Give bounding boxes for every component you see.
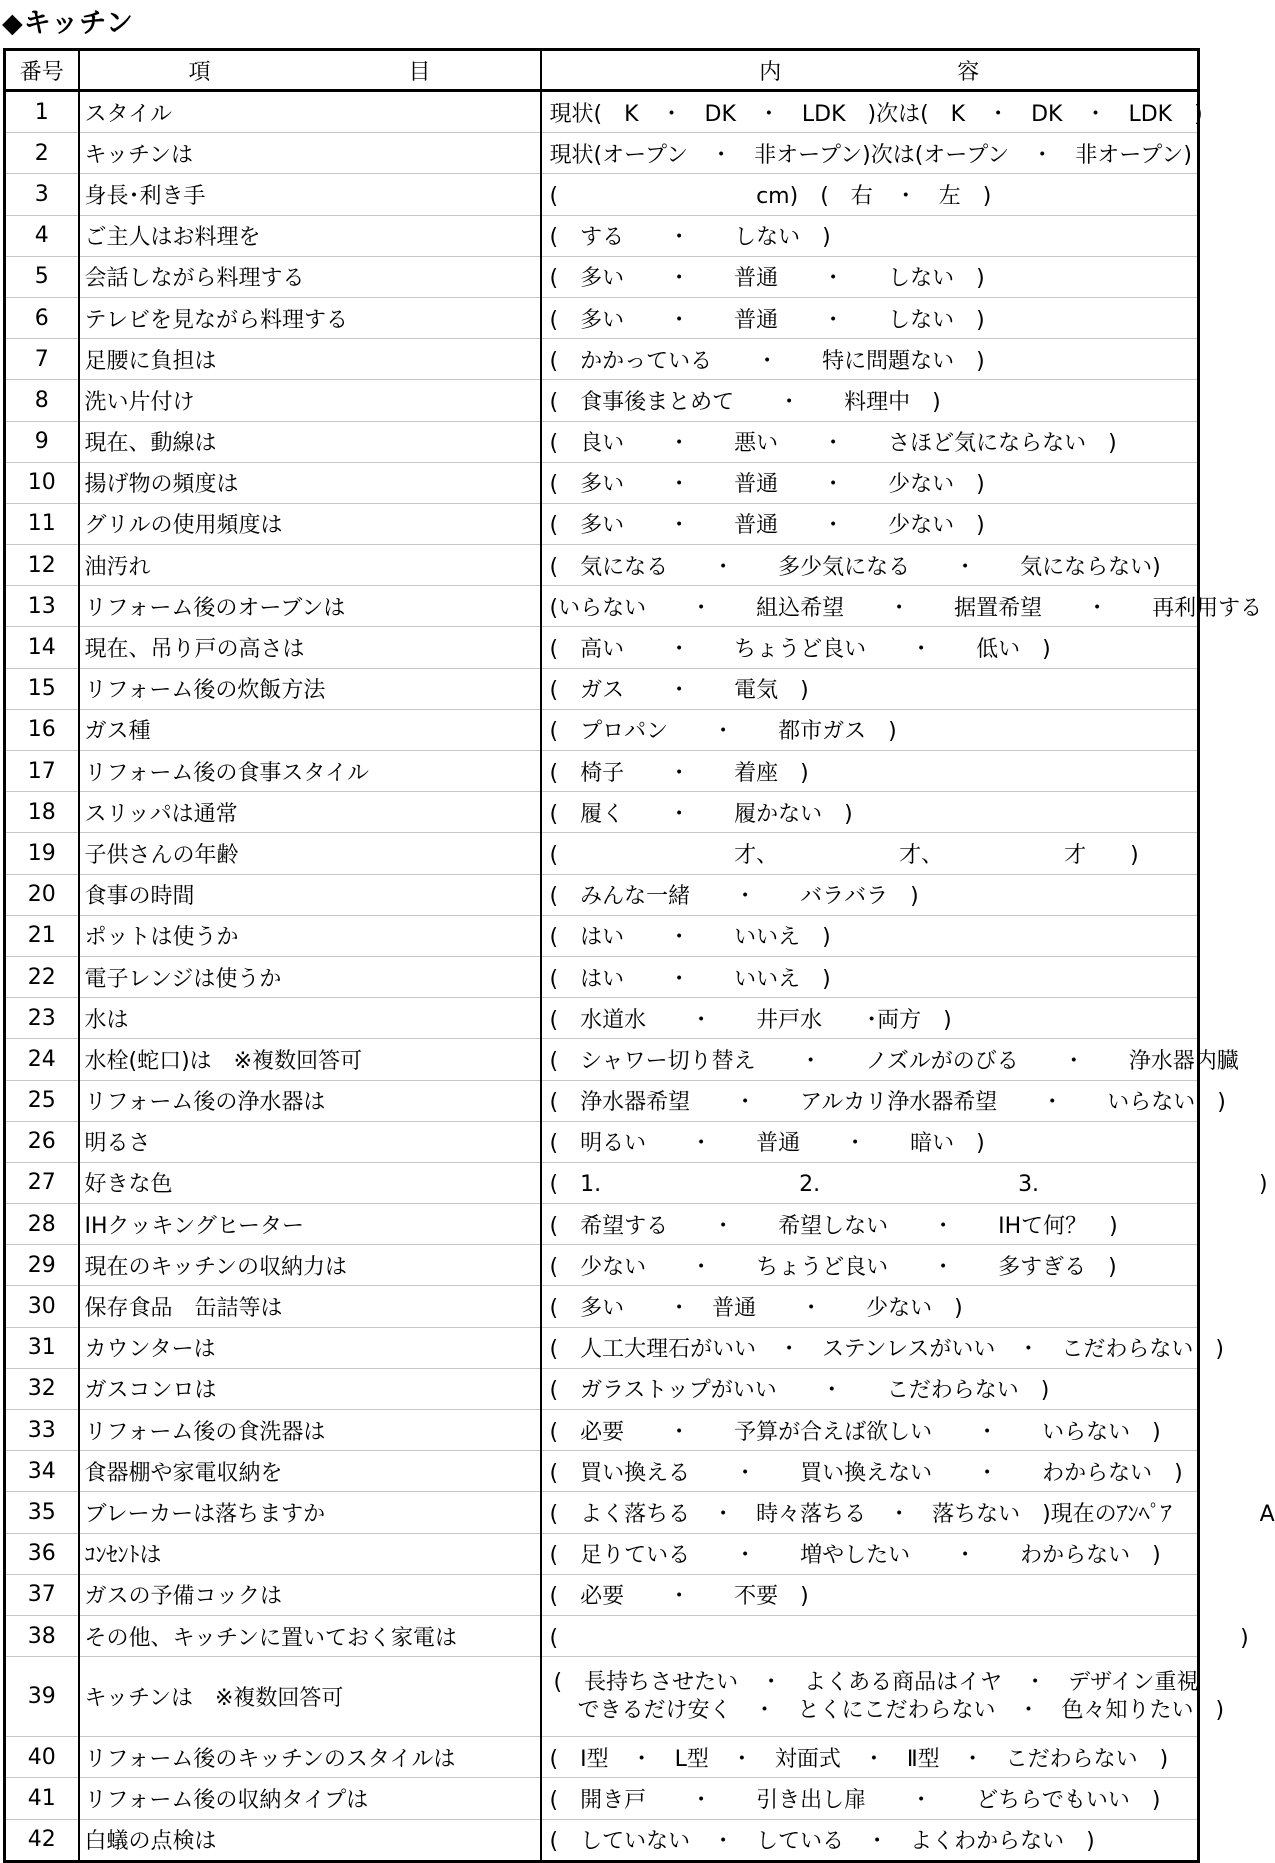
table-row: [5, 462, 1199, 503]
row-item: 食器棚や家電収納を: [79, 1451, 541, 1492]
table-row: [5, 833, 1199, 874]
table-row: [5, 503, 1199, 544]
row-item: リフォーム後の炊飯方法: [79, 668, 541, 709]
row-content[interactable]: ( 水道水 ・ 井戸水 ･両方 ): [541, 998, 1199, 1039]
row-item: その他、キッチンに置いておく家電は: [79, 1615, 541, 1656]
row-content[interactable]: ( よく落ちる ・ 時々落ちる ・ 落ちない )現在のｱﾝﾍﾟｱ A: [541, 1492, 1199, 1533]
row-number: 15: [5, 668, 79, 709]
row-number: 6: [5, 297, 79, 338]
row-content[interactable]: ( 食事後まとめて ・ 料理中 ): [541, 380, 1199, 421]
table-row: [5, 1737, 1199, 1778]
table-row: [5, 545, 1199, 586]
row-item: キッチンは ※複数回答可: [79, 1657, 541, 1737]
row-content[interactable]: ( I型 ・ L型 ・ 対面式 ・ Ⅱ型 ・ こだわらない ): [541, 1737, 1199, 1778]
table-row: [5, 915, 1199, 956]
row-item: IHクッキングヒーター: [79, 1204, 541, 1245]
row-number: 30: [5, 1286, 79, 1327]
row-item: グリルの使用頻度は: [79, 503, 541, 544]
row-item: 現在のキッチンの収納力は: [79, 1245, 541, 1286]
table-row: [5, 874, 1199, 915]
row-number: 9: [5, 421, 79, 462]
table-row: [5, 215, 1199, 256]
row-item: スタイル: [79, 91, 541, 133]
row-item: リフォーム後のオーブンは: [79, 586, 541, 627]
row-content[interactable]: ( 多い ・ 普通 ・ しない ): [541, 297, 1199, 338]
row-content[interactable]: ( 良い ・ 悪い ・ さほど気にならない ): [541, 421, 1199, 462]
page-title: [2, 4, 134, 44]
row-content[interactable]: ( 椅子 ・ 着座 ): [541, 751, 1199, 792]
row-number: 1: [5, 91, 79, 133]
row-number: 8: [5, 380, 79, 421]
row-number: 21: [5, 915, 79, 956]
row-number: 5: [5, 256, 79, 297]
row-item: 明るさ: [79, 1121, 541, 1162]
table-row: [5, 1819, 1199, 1861]
row-content[interactable]: ( 浄水器希望 ・ アルカリ浄水器希望 ・ いらない ): [541, 1080, 1199, 1121]
row-number: 2: [5, 133, 79, 174]
row-content[interactable]: ( 人工大理石がいい ・ ステンレスがいい ・ こだわらない ): [541, 1327, 1199, 1368]
row-content-line1: ( 長持ちさせたい ・ よくある商品はイヤ ・ デザイン重視: [553, 1669, 1199, 1695]
table-row: [5, 668, 1199, 709]
row-content[interactable]: (いらない ・ 組込希望 ・ 据置希望 ・ 再利用する: [541, 586, 1199, 627]
row-number: 32: [5, 1368, 79, 1409]
row-item: 油汚れ: [79, 545, 541, 586]
row-item: 会話しながら料理する: [79, 256, 541, 297]
row-item: テレビを見ながら料理する: [79, 297, 541, 338]
row-item: キッチンは: [79, 133, 541, 174]
table-row: [5, 1039, 1199, 1080]
row-content[interactable]: ( 多い ・ 普通 ・ 少ない ): [541, 503, 1199, 544]
row-item: 水は: [79, 998, 541, 1039]
row-content[interactable]: ( 1. 2. 3. ): [541, 1162, 1199, 1203]
row-item: 子供さんの年齢: [79, 833, 541, 874]
table-row: [5, 297, 1199, 338]
table-row: [5, 133, 1199, 174]
row-number: 18: [5, 792, 79, 833]
row-number: 7: [5, 339, 79, 380]
table-row: [5, 1615, 1199, 1656]
row-content[interactable]: ( していない ・ している ・ よくわからない ): [549, 1829, 1095, 1855]
row-item: 保存食品 缶詰等は: [79, 1286, 541, 1327]
table-row: [5, 1162, 1199, 1203]
row-content[interactable]: ( cm) ( 右 ・ 左 ): [541, 174, 1199, 215]
row-item: 現在、吊り戸の高さは: [79, 627, 541, 668]
row-number: 34: [5, 1451, 79, 1492]
row-content[interactable]: ( 買い換える ・ 買い換えない ・ わからない ): [541, 1451, 1199, 1492]
title-text: ◆キッチン: [2, 8, 134, 39]
table-row: [5, 1080, 1199, 1121]
row-content[interactable]: ( 必要 ・ 予算が合えば欲しい ・ いらない ): [541, 1410, 1199, 1451]
table-row: [5, 421, 1199, 462]
row-content[interactable]: ( ): [541, 1615, 1199, 1656]
row-content[interactable]: ( かかっている ・ 特に問題ない ): [541, 339, 1199, 380]
row-item: 食事の時間: [79, 874, 541, 915]
table-row: [5, 1778, 1199, 1819]
row-item: リフォーム後の収納タイプは: [79, 1778, 541, 1819]
row-number: 42: [5, 1819, 79, 1861]
table-row: [5, 91, 1199, 133]
table-row: [5, 1368, 1199, 1409]
table-row: [5, 174, 1199, 215]
row-number: 41: [5, 1778, 79, 1819]
row-item: 白蟻の点検は: [79, 1819, 541, 1861]
row-content-line2: できるだけ安く ・ とくにこだわらない ・ 色々知りたい ): [577, 1697, 1225, 1723]
row-content[interactable]: ( 多い ・ 普通 ・ 少ない ): [541, 462, 1199, 503]
row-number: 10: [5, 462, 79, 503]
table-row: [5, 1574, 1199, 1615]
table-row: [5, 627, 1199, 668]
row-number: 29: [5, 1245, 79, 1286]
table-row: [5, 339, 1199, 380]
row-number: 27: [5, 1162, 79, 1203]
row-item: リフォーム後の食洗器は: [79, 1410, 541, 1451]
row-number: 17: [5, 751, 79, 792]
row-number: 20: [5, 874, 79, 915]
row-content[interactable]: ( 才、 才、 才 ): [541, 833, 1199, 874]
row-content[interactable]: ( 気になる ・ 多少気になる ・ 気にならない): [541, 545, 1199, 586]
table-row: [5, 380, 1199, 421]
row-item: 身長･利き手: [79, 174, 541, 215]
table-row: [5, 1245, 1199, 1286]
row-number: 35: [5, 1492, 79, 1533]
row-item: ご主人はお料理を: [79, 215, 541, 256]
row-content[interactable]: ( 多い ・ 普通 ・ 少ない ): [541, 1286, 1199, 1327]
row-number: 38: [5, 1615, 79, 1656]
table-row: [5, 1492, 1199, 1533]
row-content[interactable]: ( ガラストップがいい ・ こだわらない ): [541, 1368, 1199, 1409]
row-item: ガスコンロは: [79, 1368, 541, 1409]
row-number: 16: [5, 709, 79, 750]
row-content[interactable]: ( シャワー切り替え ・ ノズルがのびる ・ 浄水器内臓: [541, 1039, 1199, 1080]
row-item: 好きな色: [79, 1162, 541, 1203]
row-content[interactable]: ( 足りている ・ 増やしたい ・ わからない ): [541, 1533, 1199, 1574]
table-row: [5, 792, 1199, 833]
row-number: 22: [5, 956, 79, 997]
table-row: [5, 586, 1199, 627]
table-row: [5, 1657, 1199, 1737]
row-item: リフォーム後の浄水器は: [79, 1080, 541, 1121]
row-content[interactable]: ( する ・ しない ): [541, 215, 1199, 256]
row-number: 26: [5, 1121, 79, 1162]
row-item: 電子レンジは使うか: [79, 956, 541, 997]
row-item: ｺﾝｾﾝﾄは: [79, 1533, 541, 1574]
row-number: 3: [5, 174, 79, 215]
row-content[interactable]: ( ガス ・ 電気 ): [541, 668, 1199, 709]
row-number: 13: [5, 586, 79, 627]
header-content: 内 容: [541, 50, 1199, 91]
row-item: スリッパは通常: [79, 792, 541, 833]
row-content[interactable]: ( 開き戸 ・ 引き出し扉 ・ どちらでもいい ): [541, 1778, 1199, 1819]
row-number: 4: [5, 215, 79, 256]
row-content[interactable]: ( 明るい ・ 普通 ・ 暗い ): [541, 1121, 1199, 1162]
table-row: [5, 1204, 1199, 1245]
row-item: リフォーム後の食事スタイル: [79, 751, 541, 792]
row-number: 23: [5, 998, 79, 1039]
row-content[interactable]: 現状( K ・ DK ・ LDK )次は( K ・ DK ・ LDK ): [541, 91, 1199, 133]
row-item: ガスの予備コックは: [79, 1574, 541, 1615]
table-row: [5, 1533, 1199, 1574]
row-content[interactable]: [541, 1657, 1225, 1737]
row-number: 39: [5, 1657, 79, 1737]
row-content[interactable]: ( 多い ・ 普通 ・ しない ): [541, 256, 1199, 297]
table-row: [5, 256, 1199, 297]
table-row: [5, 1451, 1199, 1492]
row-content[interactable]: ( 少ない ・ ちょうど良い ・ 多すぎる ): [541, 1245, 1199, 1286]
row-number: 37: [5, 1574, 79, 1615]
row-item: ガス種: [79, 709, 541, 750]
row-content[interactable]: ( 希望する ・ 希望しない ・ IHて何？ ): [541, 1204, 1199, 1245]
row-content[interactable]: ( 履く ・ 履かない ): [541, 792, 1199, 833]
row-content[interactable]: ( みんな一緒 ・ バラバラ ): [541, 874, 1199, 915]
row-content[interactable]: ( はい ・ いいえ ): [541, 915, 1199, 956]
row-number: 33: [5, 1410, 79, 1451]
table-row: [5, 751, 1199, 792]
header-item: 項 目: [79, 50, 541, 91]
row-number: 31: [5, 1327, 79, 1368]
row-item: 現在、動線は: [79, 421, 541, 462]
row-item: 水栓(蛇口)は ※複数回答可: [79, 1039, 541, 1080]
row-number: 19: [5, 833, 79, 874]
table-header-row: [5, 50, 1199, 91]
row-number: 40: [5, 1737, 79, 1778]
row-item: ポットは使うか: [79, 915, 541, 956]
row-number: 36: [5, 1533, 79, 1574]
row-content[interactable]: ( 必要 ・ 不要 ): [541, 1574, 1199, 1615]
table-row: [5, 1286, 1199, 1327]
row-item: ブレーカーは落ちますか: [79, 1492, 541, 1533]
row-number: 28: [5, 1204, 79, 1245]
table-row: [5, 1327, 1199, 1368]
kitchen-survey-table: [3, 48, 1275, 1863]
row-number: 25: [5, 1080, 79, 1121]
header-number: 番号: [5, 50, 79, 91]
table-row: [5, 998, 1199, 1039]
row-content[interactable]: ( はい ・ いいえ ): [541, 956, 1199, 997]
row-content[interactable]: ( プロパン ・ 都市ガス ): [541, 709, 1199, 750]
row-item: 揚げ物の頻度は: [79, 462, 541, 503]
table-row: [5, 1121, 1199, 1162]
row-item: カウンターは: [79, 1327, 541, 1368]
row-number: 12: [5, 545, 79, 586]
row-item: 洗い片付け: [79, 380, 541, 421]
table-row: [5, 709, 1199, 750]
table-row: [5, 956, 1199, 997]
row-number: 24: [5, 1039, 79, 1080]
row-number: 11: [5, 503, 79, 544]
row-number: 14: [5, 627, 79, 668]
row-content[interactable]: 現状(オープン ・ 非オープン)次は(オープン ・ 非オープン): [541, 133, 1199, 174]
row-item: 足腰に負担は: [79, 339, 541, 380]
table-row: [5, 1410, 1199, 1451]
row-item: リフォーム後のキッチンのスタイルは: [79, 1737, 541, 1778]
row-content[interactable]: ( 高い ・ ちょうど良い ・ 低い ): [541, 627, 1199, 668]
